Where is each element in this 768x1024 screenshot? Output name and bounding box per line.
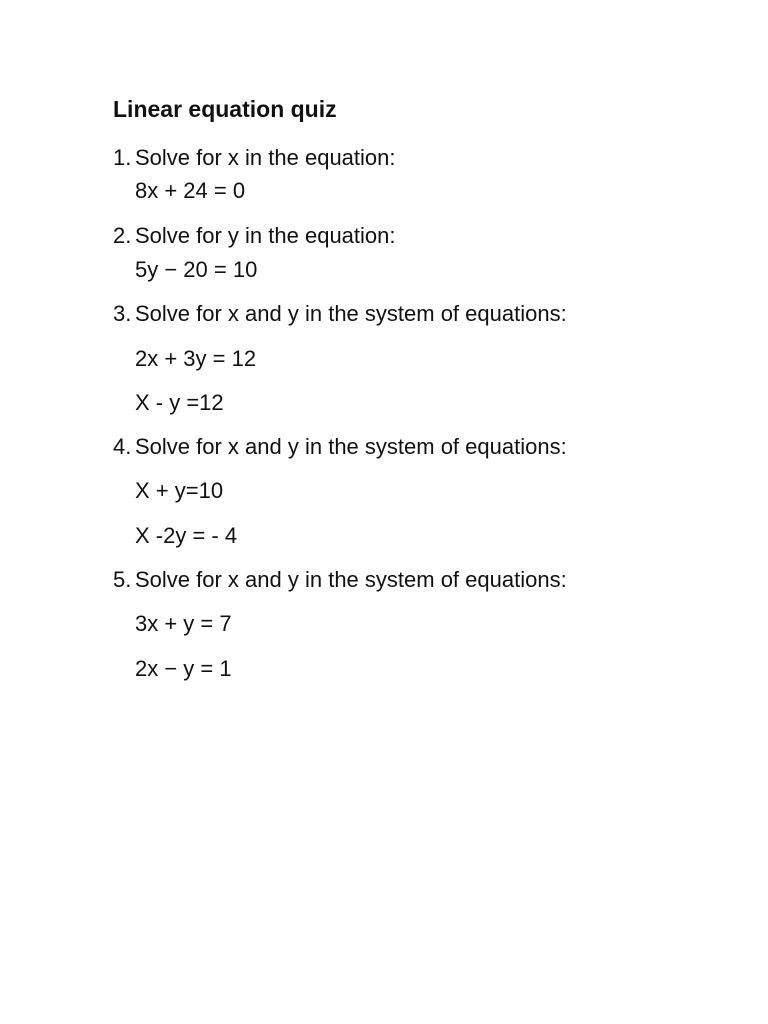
question-3 <box>113 301 567 327</box>
question-3-equation-2: X - y =12 <box>135 390 224 415</box>
question-1 <box>113 145 396 171</box>
question-prompt: Solve for y in the equation: <box>135 223 396 248</box>
question-4-equation-1: X + y=10 <box>135 478 224 503</box>
question-2 <box>113 223 396 249</box>
question-number: 1. <box>113 145 132 170</box>
question-number: 2. <box>113 223 132 248</box>
question-1-equation-1: 8x + 24 = 0 <box>135 178 246 203</box>
question-prompt: Solve for x and y in the system of equations: <box>135 434 567 459</box>
question-prompt: Solve for x and y in the system of equations: <box>135 567 567 592</box>
question-prompt: Solve for x and y in the system of equations: <box>135 301 567 326</box>
document-title: Linear equation quiz <box>113 96 337 122</box>
question-5 <box>113 567 567 593</box>
question-number: 4. <box>113 434 132 459</box>
question-number: 3. <box>113 301 132 326</box>
question-5-equation-1: 3x + y = 7 <box>135 611 232 636</box>
question-number: 5. <box>113 567 132 592</box>
question-4 <box>113 434 567 460</box>
question-3-equation-1: 2x + 3y = 12 <box>135 346 257 371</box>
question-4-equation-2: X -2y = - 4 <box>135 523 238 548</box>
question-prompt: Solve for x in the equation: <box>135 145 396 170</box>
question-2-equation-1: 5y − 20 = 10 <box>135 257 258 282</box>
question-5-equation-2: 2x − y = 1 <box>135 656 232 681</box>
